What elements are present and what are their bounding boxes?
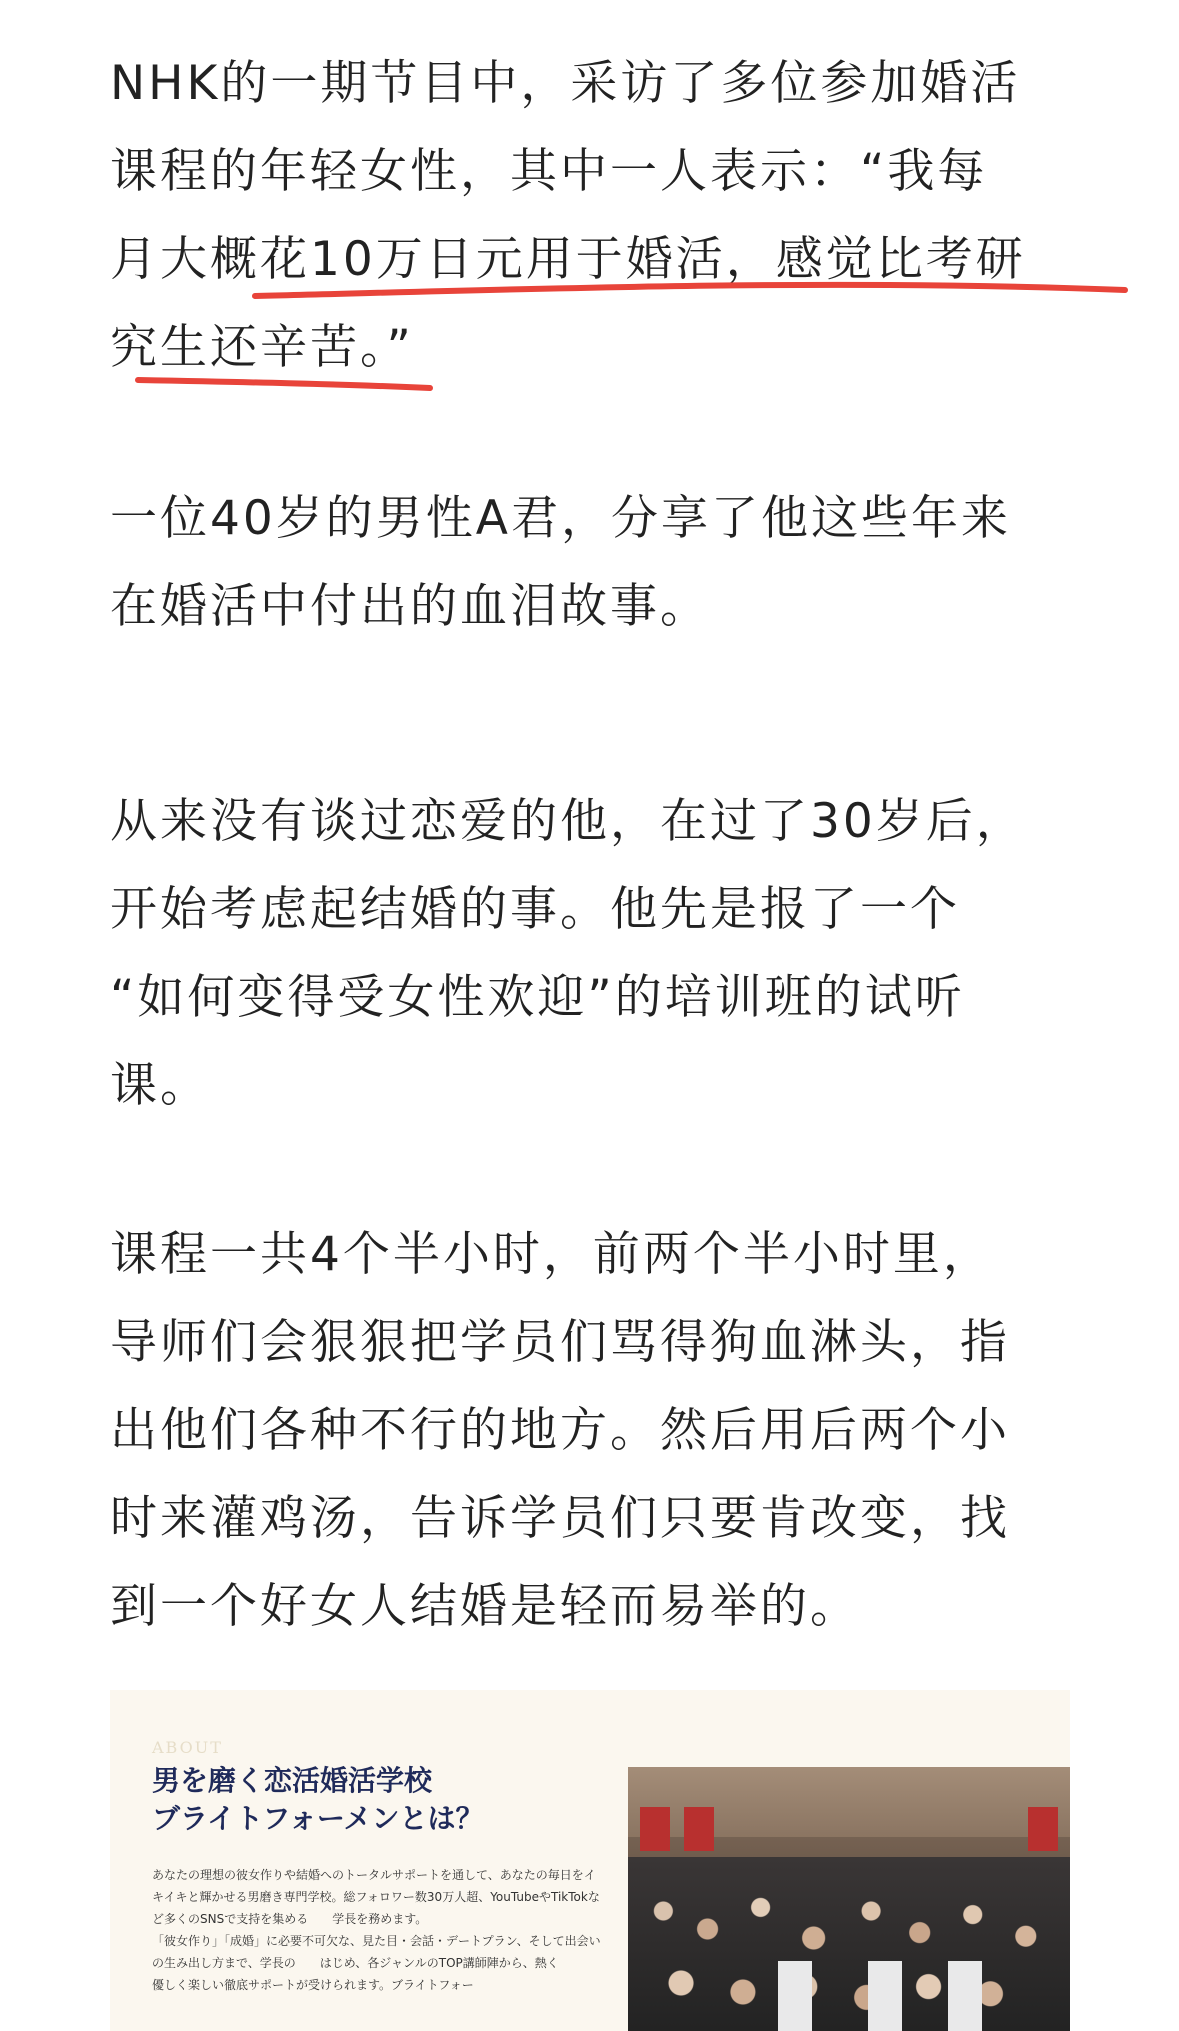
text-line: 出他们各种不行的地方。然后用后两个小: [110, 1403, 1010, 1458]
text-line: 导师们会狠狠把学员们骂得狗血淋头，指: [110, 1315, 1010, 1370]
ad-title-line: 男を磨く恋活婚活学校: [152, 1764, 433, 1797]
text-line: 课。: [110, 1058, 210, 1113]
red-banner: [684, 1807, 714, 1851]
person-shirt: [778, 1961, 812, 2031]
crowd: [628, 1857, 1070, 2031]
text-line: 课程的年轻女性，其中一人表示：“我每: [110, 144, 988, 199]
text-line: 到一个好女人结婚是轻而易举的。: [110, 1579, 860, 1634]
ad-about-label: ABOUT: [152, 1738, 223, 1757]
text-line: 从来没有谈过恋爱的他，在过了30岁后，: [110, 794, 1026, 849]
text-line: NHK的一期节目中，采访了多位参加婚活: [110, 56, 1021, 111]
paragraph-training-class: [110, 778, 1026, 1130]
text-line: “如何变得受女性欢迎”的培训班的试听: [110, 970, 965, 1025]
text-line: 开始考虑起结婚的事。他先是报了一个: [110, 882, 960, 937]
ad-body-line: ど多くのSNSで支持を集める 学長を務めます。: [152, 1912, 428, 1926]
ad-title-line: ブライトフォーメンとは？: [152, 1802, 484, 1835]
red-banner: [1028, 1807, 1058, 1851]
text-line: 一位40岁的男性A君，分享了他这些年来: [110, 491, 1011, 546]
paragraph-40yo-man: [110, 475, 1011, 651]
group-photo: [628, 1767, 1070, 2031]
ad-body-line: キイキと輝かせる男磨き専門学校。総フォロワー数30万人超、YouTubeやTikTokな: [152, 1890, 600, 1904]
ad-body-line: 「彼女作り」「成婚」に必要不可欠な、見た目・会話・デートプラン、そして出会い: [152, 1934, 601, 1948]
text-line: 究生还辛苦。”: [110, 320, 414, 375]
person-shirt: [948, 1961, 982, 2031]
ad-body-line: の生み出し方まで、学長の はじめ、各ジャンルのTOP講師陣から、熱く: [152, 1956, 559, 1970]
ad-body-line: 優しく楽しい徹底サポートが受けられます。ブライトフォー: [152, 1978, 474, 1992]
ad-body-line: あなたの理想の彼女作りや結婚へのトータルサポートを通して、あなたの毎日をイ: [152, 1868, 596, 1882]
text-line: 月大概花10万日元用于婚活，感觉比考研: [110, 232, 1026, 287]
ad-title: [152, 1762, 484, 1838]
text-line: 时来灌鸡汤，告诉学员们只要肯改变，找: [110, 1491, 1010, 1546]
text-line: 课程一共4个半小时，前两个半小时里，: [110, 1227, 993, 1282]
text-line: 在婚活中付出的血泪故事。: [110, 579, 710, 634]
person-shirt: [868, 1961, 902, 2031]
red-banner: [640, 1807, 670, 1851]
school-ad-image: [110, 1690, 1070, 2031]
paragraph-course-structure: [110, 1211, 1010, 1651]
ad-description: [152, 1864, 692, 1996]
paragraph-nhk-interview: [110, 40, 1026, 392]
